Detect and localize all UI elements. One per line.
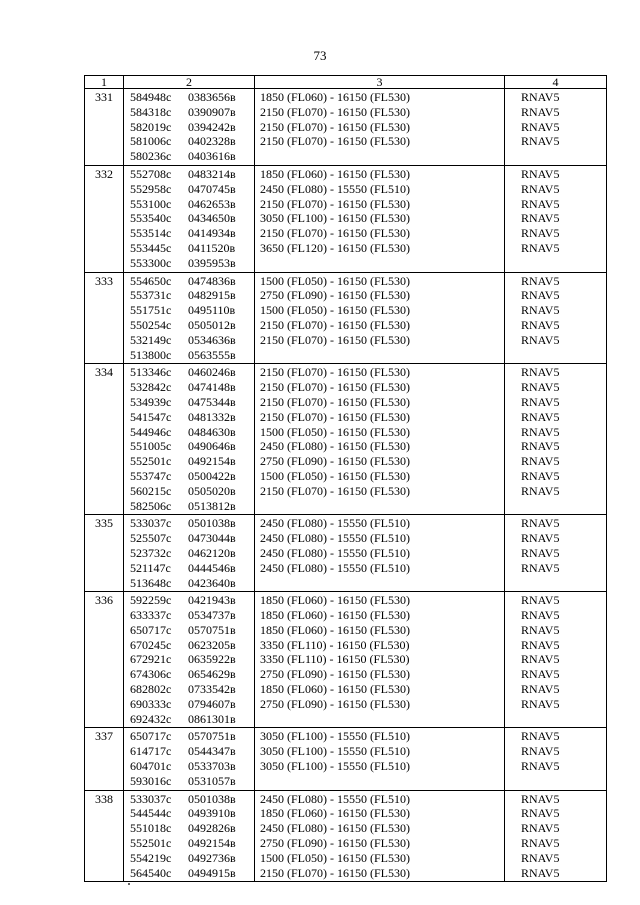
altitude-range: 2150 (FL070) - 16150 (FL530) (260, 865, 410, 880)
latitude: 533037с (130, 516, 172, 531)
navigation-spec-cell (505, 790, 607, 882)
latitude: 584948с (130, 90, 172, 104)
table-header (85, 76, 607, 89)
navigation-spec: RNAV5 (521, 744, 560, 759)
altitude-range: 1850 (FL060) - 16150 (FL530) (260, 608, 410, 623)
navigation-spec: RNAV5 (521, 119, 560, 134)
longitude: 0484630в (188, 424, 236, 439)
route-number: 336 (85, 592, 124, 728)
coordinate-pair (124, 303, 254, 318)
navigation-spec-cell (505, 728, 607, 790)
navigation-spec: RNAV5 (521, 729, 560, 744)
coordinate-pair (124, 682, 254, 697)
altitude-range: 1500 (FL050) - 16150 (FL530) (260, 850, 410, 865)
latitude: 582019с (130, 119, 172, 134)
longitude: 0394242в (188, 119, 236, 134)
coordinate-pair (124, 226, 254, 241)
navigation-spec: RNAV5 (521, 394, 560, 409)
altitude-cell (255, 89, 505, 166)
coordinates-cell (124, 272, 255, 364)
longitude: 0483214в (188, 166, 236, 181)
altitude-range: 2450 (FL080) - 15550 (FL510) (260, 516, 410, 531)
navigation-spec: RNAV5 (521, 806, 560, 821)
coordinate-pair (124, 759, 254, 774)
coordinate-pair (124, 380, 254, 395)
longitude: 0395953в (188, 255, 236, 270)
altitude-range: 2150 (FL070) - 16150 (FL530) (260, 119, 410, 134)
latitude: 553300с (130, 255, 172, 270)
longitude: 0534636в (188, 332, 236, 347)
coordinate-pair (124, 806, 254, 821)
coordinate-pair (124, 516, 254, 531)
navigation-spec: RNAV5 (521, 166, 560, 181)
altitude-cell (255, 165, 505, 272)
longitude: 0570751в (188, 622, 236, 637)
latitude: 580236с (130, 149, 172, 164)
latitude: 552708с (130, 166, 172, 181)
longitude: 0383656в (188, 90, 236, 104)
navigation-spec: RNAV5 (521, 303, 560, 318)
latitude: 604701с (130, 759, 172, 774)
longitude: 0623205в (188, 637, 236, 652)
navigation-spec: RNAV5 (521, 560, 560, 575)
column-header-2: 2 (124, 76, 255, 89)
altitude-range: 2750 (FL090) - 16150 (FL530) (260, 288, 410, 303)
longitude: 0494915в (188, 865, 236, 880)
coordinate-pair (124, 410, 254, 425)
altitude-range: 1850 (FL060) - 16150 (FL530) (260, 166, 410, 181)
altitude-range: 3050 (FL100) - 15550 (FL510) (260, 744, 410, 759)
navigation-spec: RNAV5 (521, 181, 560, 196)
route-number: 333 (85, 272, 124, 364)
latitude: 553540с (130, 211, 172, 226)
coordinate-pair (124, 561, 254, 576)
coordinate-pair (124, 792, 254, 807)
route-number: 334 (85, 364, 124, 515)
latitude: 553445с (130, 240, 172, 255)
altitude-range: 1500 (FL050) - 16150 (FL530) (260, 303, 410, 318)
coordinate-pair (124, 105, 254, 120)
navigation-spec: RNAV5 (521, 759, 560, 774)
coordinate-pair (124, 836, 254, 851)
navigation-spec-cell (505, 364, 607, 515)
coordinate-pair (124, 365, 254, 380)
navigation-spec: RNAV5 (521, 454, 560, 469)
coordinate-pair (124, 638, 254, 653)
longitude: 0474148в (188, 380, 236, 395)
table-body (85, 89, 607, 882)
coordinate-pair (124, 288, 254, 303)
column-header-1: 1 (85, 76, 124, 89)
longitude: 0492736в (188, 850, 236, 865)
latitude: 513800с (130, 347, 172, 362)
navigation-spec-cell (505, 272, 607, 364)
latitude: 523732с (130, 545, 172, 560)
coordinate-pair (124, 774, 254, 789)
latitude: 513346с (130, 365, 172, 380)
navigation-spec: RNAV5 (521, 531, 560, 546)
longitude: 0513812в (188, 498, 236, 513)
altitude-range: 2750 (FL090) - 16150 (FL530) (260, 454, 410, 469)
navigation-spec: RNAV5 (521, 865, 560, 880)
coordinate-pair (124, 531, 254, 546)
coordinate-pair (124, 469, 254, 484)
coordinate-pair (124, 667, 254, 682)
coordinate-pair (124, 608, 254, 623)
altitude-range: 2150 (FL070) - 16150 (FL530) (260, 380, 410, 395)
altitude-range: 2450 (FL080) - 16150 (FL530) (260, 821, 410, 836)
navigation-spec: RNAV5 (521, 90, 560, 104)
coordinates-cell (124, 165, 255, 272)
coordinate-pair (124, 851, 254, 866)
longitude: 0482915в (188, 288, 236, 303)
coordinate-pair (124, 484, 254, 499)
altitude-range: 2150 (FL070) - 16150 (FL530) (260, 317, 410, 332)
altitude-range: 1850 (FL060) - 16150 (FL530) (260, 682, 410, 697)
coordinate-pair (124, 546, 254, 561)
altitude-range: 3050 (FL100) - 15550 (FL510) (260, 729, 410, 744)
longitude: 0500422в (188, 468, 236, 483)
longitude: 0414934в (188, 226, 236, 241)
latitude: 672921с (130, 652, 172, 667)
navigation-spec-cell (505, 515, 607, 592)
coordinates-cell (124, 790, 255, 882)
navigation-spec: RNAV5 (521, 836, 560, 851)
altitude-range: 2150 (FL070) - 16150 (FL530) (260, 483, 410, 498)
table-row (85, 272, 607, 364)
navigation-spec: RNAV5 (521, 409, 560, 424)
altitude-range: 2450 (FL080) - 15550 (FL510) (260, 545, 410, 560)
navigation-spec: RNAV5 (521, 211, 560, 226)
longitude: 0411520в (188, 240, 236, 255)
latitude: 592259с (130, 593, 172, 608)
navigation-spec: RNAV5 (521, 516, 560, 531)
coordinate-pair (124, 576, 254, 591)
latitude: 533037с (130, 791, 172, 806)
latitude: 532842с (130, 380, 172, 395)
navigation-spec: RNAV5 (521, 332, 560, 347)
altitude-range: 3050 (FL100) - 16150 (FL530) (260, 211, 410, 226)
coordinate-pair (124, 425, 254, 440)
coordinate-pair (124, 241, 254, 256)
navigation-spec: RNAV5 (521, 365, 560, 380)
altitude-cell (255, 790, 505, 882)
coordinate-pair (124, 712, 254, 727)
longitude: 0490646в (188, 439, 236, 454)
longitude: 0505012в (188, 317, 236, 332)
latitude: 525507с (130, 531, 172, 546)
navigation-spec-cell (505, 165, 607, 272)
altitude-range: 2150 (FL070) - 16150 (FL530) (260, 226, 410, 241)
navigation-spec: RNAV5 (521, 317, 560, 332)
coordinate-pair (124, 593, 254, 608)
altitude-range: 1850 (FL060) - 16150 (FL530) (260, 806, 410, 821)
altitude-cell (255, 515, 505, 592)
routes-table (84, 75, 607, 882)
latitude: 682802с (130, 682, 172, 697)
altitude-range: 2150 (FL070) - 16150 (FL530) (260, 134, 410, 149)
longitude: 0460246в (188, 365, 236, 380)
altitude-range: 3350 (FL110) - 16150 (FL530) (260, 652, 410, 667)
navigation-spec: RNAV5 (521, 791, 560, 806)
latitude: 582506с (130, 498, 172, 513)
coordinate-pair (124, 729, 254, 744)
longitude: 0421943в (188, 593, 236, 608)
altitude-range: 2150 (FL070) - 16150 (FL530) (260, 196, 410, 211)
stray-dot (128, 883, 130, 885)
latitude: 551751с (130, 303, 172, 318)
longitude: 0390907в (188, 104, 236, 119)
table-row (85, 165, 607, 272)
latitude: 554219с (130, 850, 172, 865)
navigation-spec: RNAV5 (521, 682, 560, 697)
navigation-spec: RNAV5 (521, 439, 560, 454)
latitude: 614717с (130, 744, 172, 759)
coordinate-pair (124, 256, 254, 271)
altitude-range: 2150 (FL070) - 16150 (FL530) (260, 394, 410, 409)
altitude-range: 1500 (FL050) - 16150 (FL530) (260, 424, 410, 439)
table-row (85, 89, 607, 166)
coordinate-pair (124, 744, 254, 759)
latitude: 692432с (130, 711, 172, 726)
coordinate-pair (124, 333, 254, 348)
coordinate-pair (124, 149, 254, 164)
coordinate-pair (124, 499, 254, 514)
navigation-spec: RNAV5 (521, 593, 560, 608)
coordinate-pair (124, 866, 254, 881)
altitude-range: 1850 (FL060) - 16150 (FL530) (260, 593, 410, 608)
altitude-range: 2450 (FL080) - 15550 (FL510) (260, 181, 410, 196)
coordinates-cell (124, 364, 255, 515)
altitude-range: 2450 (FL080) - 16150 (FL530) (260, 439, 410, 454)
navigation-spec: RNAV5 (521, 273, 560, 288)
latitude: 633337с (130, 608, 172, 623)
coordinate-pair (124, 348, 254, 363)
coordinate-pair (124, 274, 254, 289)
coordinate-pair (124, 318, 254, 333)
coordinate-pair (124, 623, 254, 638)
altitude-range: 2450 (FL080) - 15550 (FL510) (260, 560, 410, 575)
longitude: 0492826в (188, 821, 236, 836)
longitude: 0434650в (188, 211, 236, 226)
longitude: 0423640в (188, 575, 236, 590)
longitude: 0403616в (188, 149, 236, 164)
latitude: 553514с (130, 226, 172, 241)
longitude: 0492154в (188, 454, 236, 469)
altitude-range: 1500 (FL050) - 16150 (FL530) (260, 273, 410, 288)
latitude: 553100с (130, 196, 172, 211)
navigation-spec: RNAV5 (521, 696, 560, 711)
coordinate-pair (124, 821, 254, 836)
longitude: 0533703в (188, 759, 236, 774)
latitude: 513648с (130, 575, 172, 590)
longitude: 0444546в (188, 560, 236, 575)
coordinate-pair (124, 439, 254, 454)
latitude: 544544с (130, 806, 172, 821)
longitude: 0654629в (188, 667, 236, 682)
altitude-cell (255, 364, 505, 515)
latitude: 552501с (130, 454, 172, 469)
altitude-range: 2150 (FL070) - 16150 (FL530) (260, 409, 410, 424)
route-number: 332 (85, 165, 124, 272)
coordinates-cell (124, 89, 255, 166)
navigation-spec: RNAV5 (521, 226, 560, 241)
latitude: 551018с (130, 821, 172, 836)
coordinate-pair (124, 182, 254, 197)
navigation-spec: RNAV5 (521, 850, 560, 865)
navigation-spec: RNAV5 (521, 380, 560, 395)
navigation-spec: RNAV5 (521, 196, 560, 211)
route-number: 338 (85, 790, 124, 882)
altitude-cell (255, 728, 505, 790)
altitude-range: 2150 (FL070) - 16150 (FL530) (260, 332, 410, 347)
latitude: 650717с (130, 729, 172, 744)
navigation-spec: RNAV5 (521, 821, 560, 836)
longitude: 0534737в (188, 608, 236, 623)
latitude: 552958с (130, 181, 172, 196)
latitude: 544946с (130, 424, 172, 439)
longitude: 0462120в (188, 545, 236, 560)
route-number: 337 (85, 728, 124, 790)
coordinate-pair (124, 134, 254, 149)
latitude: 670245с (130, 637, 172, 652)
altitude-range: 2150 (FL070) - 16150 (FL530) (260, 104, 410, 119)
table-row (85, 515, 607, 592)
latitude: 650717с (130, 622, 172, 637)
altitude-range: 3350 (FL110) - 16150 (FL530) (260, 637, 410, 652)
altitude-range: 2750 (FL090) - 16150 (FL530) (260, 836, 410, 851)
longitude: 0861301в (188, 711, 236, 726)
longitude: 0501038в (188, 791, 236, 806)
navigation-spec-cell (505, 89, 607, 166)
longitude: 0501038в (188, 516, 236, 531)
page-number: 73 (313, 48, 327, 63)
coordinate-pair (124, 120, 254, 135)
longitude: 0474836в (188, 273, 236, 288)
table-row (85, 790, 607, 882)
altitude-range: 2450 (FL080) - 15550 (FL510) (260, 531, 410, 546)
navigation-spec: RNAV5 (521, 240, 560, 255)
navigation-spec: RNAV5 (521, 608, 560, 623)
coordinates-cell (124, 592, 255, 728)
coordinate-pair (124, 90, 254, 105)
route-number: 335 (85, 515, 124, 592)
altitude-range: 2150 (FL070) - 16150 (FL530) (260, 365, 410, 380)
longitude: 0481332в (188, 409, 236, 424)
longitude: 0563555в (188, 347, 236, 362)
coordinate-pair (124, 697, 254, 712)
latitude: 550254с (130, 317, 172, 332)
latitude: 551005с (130, 439, 172, 454)
longitude: 0402328в (188, 134, 236, 149)
navigation-spec: RNAV5 (521, 424, 560, 439)
navigation-spec: RNAV5 (521, 637, 560, 652)
longitude: 0493910в (188, 806, 236, 821)
latitude: 521147с (130, 560, 171, 575)
latitude: 553747с (130, 468, 172, 483)
longitude: 0544347в (188, 744, 236, 759)
coordinate-pair (124, 211, 254, 226)
navigation-spec-cell (505, 592, 607, 728)
navigation-spec: RNAV5 (521, 652, 560, 667)
navigation-spec: RNAV5 (521, 104, 560, 119)
latitude: 554650с (130, 273, 172, 288)
table-row (85, 364, 607, 515)
longitude: 0495110в (188, 303, 236, 318)
longitude: 0733542в (188, 682, 236, 697)
latitude: 581006с (130, 134, 172, 149)
longitude: 0492154в (188, 836, 236, 851)
altitude-range: 3050 (FL100) - 15550 (FL510) (260, 759, 410, 774)
latitude: 541547с (130, 409, 172, 424)
longitude: 0635922в (188, 652, 236, 667)
altitude-cell (255, 592, 505, 728)
longitude: 0505020в (188, 483, 236, 498)
navigation-spec: RNAV5 (521, 288, 560, 303)
navigation-spec: RNAV5 (521, 483, 560, 498)
coordinate-pair (124, 395, 254, 410)
coordinates-cell (124, 728, 255, 790)
navigation-spec: RNAV5 (521, 622, 560, 637)
longitude: 0462653в (188, 196, 236, 211)
altitude-range: 2750 (FL090) - 16150 (FL530) (260, 696, 410, 711)
altitude-cell (255, 272, 505, 364)
latitude: 690333с (130, 696, 172, 711)
latitude: 552501с (130, 836, 172, 851)
altitude-range: 3650 (FL120) - 16150 (FL530) (260, 240, 410, 255)
longitude: 0475344в (188, 394, 236, 409)
navigation-spec: RNAV5 (521, 545, 560, 560)
altitude-range: 2450 (FL080) - 15550 (FL510) (260, 791, 410, 806)
latitude: 584318с (130, 104, 172, 119)
navigation-spec: RNAV5 (521, 134, 560, 149)
longitude: 0794607в (188, 696, 236, 711)
longitude: 0531057в (188, 773, 236, 788)
altitude-range: 1500 (FL050) - 16150 (FL530) (260, 468, 410, 483)
table-row (85, 728, 607, 790)
coordinate-pair (124, 167, 254, 182)
longitude: 0470745в (188, 181, 236, 196)
latitude: 553731с (130, 288, 172, 303)
coordinate-pair (124, 454, 254, 469)
column-header-4: 4 (505, 76, 607, 89)
latitude: 564540с (130, 865, 172, 880)
coordinate-pair (124, 197, 254, 212)
column-header-3: 3 (255, 76, 505, 89)
longitude: 0570751в (188, 729, 236, 744)
altitude-range: 1850 (FL060) - 16150 (FL530) (260, 90, 410, 104)
coordinate-pair (124, 652, 254, 667)
altitude-range: 2750 (FL090) - 16150 (FL530) (260, 667, 410, 682)
route-number: 331 (85, 89, 124, 166)
latitude: 674306с (130, 667, 172, 682)
navigation-spec: RNAV5 (521, 667, 560, 682)
longitude: 0473044в (188, 531, 236, 546)
coordinates-cell (124, 515, 255, 592)
latitude: 534939с (130, 394, 172, 409)
table-row (85, 592, 607, 728)
altitude-range: 1850 (FL060) - 16150 (FL530) (260, 622, 410, 637)
latitude: 560215с (130, 483, 172, 498)
header-row (85, 76, 607, 89)
navigation-spec: RNAV5 (521, 468, 560, 483)
latitude: 532149с (130, 332, 172, 347)
latitude: 593016с (130, 773, 172, 788)
